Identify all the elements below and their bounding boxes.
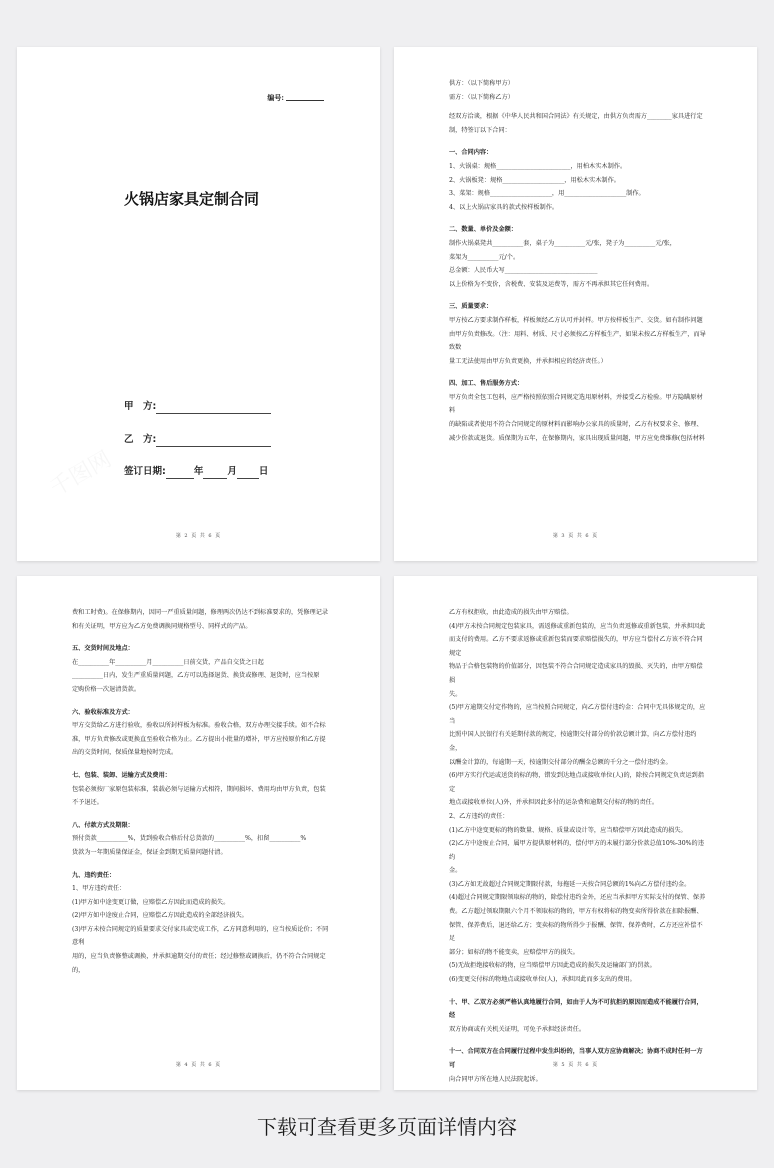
section-heading: 四、加工、售后服务方式： <box>449 380 524 388</box>
section-heading: 三、质量要求： <box>449 303 493 311</box>
body-line: (1)甲方如中途变更订做，应赔偿乙方因此而造成的损失。 <box>72 898 230 906</box>
body-line: 和有关证明，甲方应为乙方免费调换同规格型号、同样式的产品。 <box>72 622 252 630</box>
body-line: 金。 <box>449 867 462 875</box>
body-line: 预付货款__________%，货到验收合格后付总货款的__________%，扣留__________% <box>72 835 307 843</box>
day-label: 日 <box>258 466 269 477</box>
body-line: 4、以上火锅店家具的款式按样板制作。 <box>449 203 559 211</box>
month-blank <box>203 467 227 479</box>
page-footer: 第 4 页 共 6 页 <box>175 1062 222 1068</box>
body-line: 乙方有权拒收，由此造成的损失由甲方赔偿。 <box>449 609 573 616</box>
section-heading: 六、验收标准及方式： <box>72 708 134 716</box>
body-line: (3)甲方未按合同规定的质量要求交付家具或完成工作，乙方同意利用的，应当按质论价；不同意利 <box>72 925 329 947</box>
sign-date-line <box>124 463 268 479</box>
section-heading: 十一、合同双方在合同履行过程中发生纠纷的，当事人双方应协商解决；协商不成时任何一方可 <box>449 1048 703 1069</box>
year-label: 年 <box>193 466 204 477</box>
page-2-cover <box>17 47 380 561</box>
contract-number-blank <box>286 100 324 101</box>
body-line: 费和工时费)。在保修期内，因同一严重质量问题，修理两次仍达不到标准要求的，凭修理记录 <box>72 609 329 616</box>
body-line: (4)甲方未按合同规定包装家具，需返修或重新包装的，应当负责返修或重新包装，并承担因此 <box>449 622 706 630</box>
body-line: 总金额：人民币大写______________________________ <box>449 267 598 275</box>
body-line: (2)乙方中途废止合同，属甲方提供原材料的，偿付甲方的未履行部分价款总值10%-30%的违约 <box>449 840 704 861</box>
body-line: 以酬金计算的，每逾期一天，按逾期交付部分的酬金总额的千分之一偿付违约金。 <box>449 758 672 766</box>
body-line: 菜架为__________元/个。 <box>449 253 520 261</box>
party-a-line <box>124 398 271 414</box>
body-line: 物品于合格包装物的价值部分，因包装不符合合同规定造成家具的毁损、灭失的，由甲方赔偿损 <box>449 663 703 684</box>
body-line: 量工无法使用由甲方负责更换，并承担相应的经济责任。） <box>449 357 607 365</box>
section-heading: 一、合同内容： <box>449 149 493 157</box>
body-line: (6)变更交付标的物地点或接收单位(人)，承担因此而多支出的费用。 <box>449 976 636 984</box>
body-line: 供方：（以下简称甲方） <box>449 80 514 87</box>
body-line: (1)乙方中途变更标的物的数量、规格、质量或设计等，应当赔偿甲方因此造成的损失。 <box>449 826 687 834</box>
page-footer: 第 3 页 共 6 页 <box>552 533 599 539</box>
sign-date-label: 签订日期: <box>124 466 166 477</box>
page-footer: 第 2 页 共 6 页 <box>175 533 222 539</box>
body-line: 不予退还。 <box>72 799 103 807</box>
body-line: (4)超过合同规定期限领取标的物的，除偿付违约金外，还应当承担甲方实际支付的保管、保养 <box>449 894 706 902</box>
party-b-blank <box>156 435 271 447</box>
body-line: 准，甲方负责修改或更换直至验收合格为止。乙方提出小批量的增补，甲方应按原价和乙方提 <box>72 735 326 743</box>
body-line: 包装必须按厂家原包装标准，装载必须与运输方式相符，期间损坏、费用均由甲方负责，包装 <box>72 785 326 793</box>
party-b-line <box>124 431 271 447</box>
body-line: 以上价格为不变价，含税费、安装及运费等，需方不再承担其它任何费用。 <box>449 280 654 288</box>
party-a-blank <box>156 402 271 414</box>
body-line: 向合同甲方所在地人民法院起诉。 <box>449 1075 542 1083</box>
body-line: 定购价格一次退清货款。 <box>72 685 141 693</box>
body-line: (2)甲方如中途废止合同，应赔偿乙方因此造成的全部经济损失。 <box>72 912 248 920</box>
body-line: 需方：（以下简称乙方） <box>449 93 514 101</box>
month-label: 月 <box>227 466 237 477</box>
section-heading: 八、付款方式及期限： <box>72 821 134 829</box>
body-line: 比照中国人民银行有关延期付款的规定，按逾期交付部分的价款总额计算，向乙方偿付违约金， <box>449 731 697 752</box>
section-heading: 十、甲、乙双方必须严格认真地履行合同，如由于人为不可抗拒的原因而造成不能履行合同，经 <box>449 998 703 1020</box>
body-line: 失。 <box>449 690 462 698</box>
download-caption: 下载可查看更多页面详情内容 <box>257 1115 517 1139</box>
body-line: 经双方洽谈，根据《中华人民共和国合同法》有关规定，由供方负责需方________家具进行定 <box>449 113 703 121</box>
party-b-label: 乙 方: <box>124 434 157 445</box>
section-heading: 九、违约责任： <box>72 871 116 879</box>
body-line: 2、乙方违约的责任： <box>449 812 509 820</box>
page-5-body <box>449 606 707 1086</box>
section-heading: 二、数量、单价及金额： <box>449 226 518 234</box>
body-line: 甲方按乙方要求制作样板，样板须经乙方认可并封样。甲方按样板生产、交货。如有制作问题 <box>449 316 703 324</box>
page-5 <box>394 576 757 1090</box>
body-line: (3)乙方如无故超过合同规定期限付款，每拖延一天按合同总额的1%向乙方偿付违约金。 <box>449 880 691 888</box>
body-line: 而支付的费用。乙方不要求返修或重新包装而要求赔偿损失的，甲方应当偿付乙方该不符合同规定 <box>449 636 703 657</box>
page-4-body <box>72 606 330 977</box>
body-line: 甲方交货给乙方进行验收，验收以所封样板为标准。验收合格，双方办理交接手续。如不合标 <box>72 722 326 730</box>
body-line: 出的交货时间，保质保量地按时完成。 <box>72 749 178 757</box>
body-line: (5)无故拒绝接收标的物，应当赔偿甲方因此造成的损失及运输部门的罚款。 <box>449 962 656 970</box>
body-line: 的缺陷或者使用不符合合同规定的原材料而影响办公家具的质量时，乙方有权要求全、修理、 <box>449 421 703 429</box>
page-3 <box>394 47 757 561</box>
body-line: 地点或接收单位(人)外，并承担因此多付的运杂费和逾期交付标的物的责任。 <box>449 799 659 807</box>
body-line: 部分；如标的物不能变卖，应赔偿甲方的损失。 <box>449 948 579 956</box>
body-line: 甲方负责全包工包料，应严格按照依照合同规定选用原材料，并接受乙方检验。甲方隐瞒原材料 <box>449 393 703 415</box>
body-line: 在__________年__________月__________日前交货，产品自交货之日起 <box>72 658 264 666</box>
body-line: 由甲方负责修改。（注：用料、材质、尺寸必须按乙方样板生产，如果未按乙方样板生产，而导致数 <box>449 330 706 352</box>
body-line: 1、甲方违约责任： <box>72 885 126 893</box>
body-line: 货款为一年期质量保证金，保证金到期无质量问题付清。 <box>72 848 227 856</box>
body-line: 制作火锅桌凳共__________套，桌子为__________元/张，凳子为__________元/张， <box>449 239 676 247</box>
section-heading: 五、交货时间及地点： <box>72 645 134 653</box>
page-footer: 第 5 页 共 6 页 <box>552 1062 599 1068</box>
body-line: (6)甲方实行代运或送货的标的物，错发到达地点或接收单位(人)的，除按合同规定负责运到指定 <box>449 772 704 793</box>
body-line: 双方协商或有关机关证明，可免予承担经济责任。 <box>449 1025 586 1033</box>
body-line: 减少价款或退货。质保期为五年，在保修期内，家具出现质量问题，甲方应免费维修(包括材料 <box>449 434 706 442</box>
body-line: (5)甲方逾期交付定作物的，应当按照合同规定，向乙方偿付违约金：合同中无具体规定的，应当 <box>449 704 706 725</box>
body-line: 3、菜架：规格____________________，用____________________制作。 <box>449 190 645 198</box>
body-line: 1、火锅桌：规格________________________，用柏木实木制作。 <box>449 162 627 170</box>
contract-number-label: 编号: <box>267 93 284 102</box>
body-line: 费。乙方超过领取期限六个月不领取标的物的，甲方有权将标的物变卖所得价款在扣除报酬、 <box>449 908 703 916</box>
page-4 <box>17 576 380 1090</box>
page-3-body <box>449 77 707 445</box>
day-blank <box>237 467 259 479</box>
body-line: 2、火锅板凳：规格____________________，用松木实木制作。 <box>449 176 620 184</box>
contract-number-field <box>267 93 324 103</box>
body-line: 保管、保养费后，退还给乙方；变卖标的物所得少于报酬、保管、保养费时，乙方还应补偿不足 <box>449 921 703 943</box>
body-line: 制，特签订以下合同： <box>449 126 511 134</box>
body-line: 用的，应当负责修整或调换，并承担逾期交付的责任；经过修整或调换后，仍不符合合同规定的， <box>72 953 326 974</box>
watermark <box>44 443 117 503</box>
section-heading: 七、包装、装卸、运输方式及费用： <box>72 771 171 779</box>
body-line: __________日内，发生严重质量问题，乙方可以选择退货、换货或修理、退货时，应当按原 <box>72 672 320 680</box>
party-a-label: 甲 方: <box>124 401 157 412</box>
contract-title: 火锅店家具定制合同 <box>124 190 260 208</box>
year-blank <box>166 467 194 479</box>
